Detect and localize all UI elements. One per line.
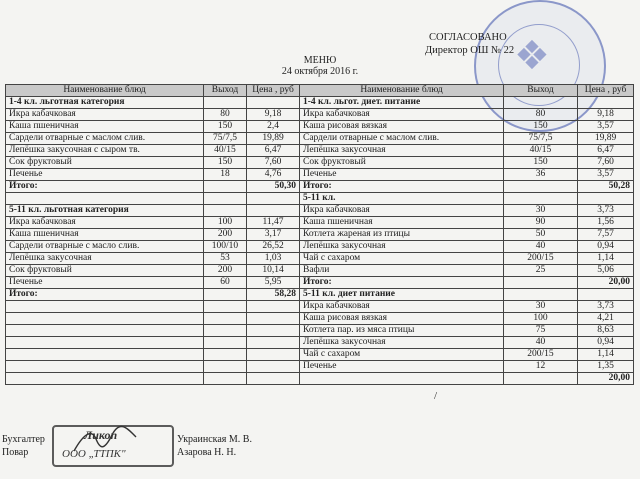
- table-row: [6, 97, 634, 109]
- right-yield: 12: [504, 361, 578, 373]
- right-price: 1,35: [578, 361, 634, 373]
- left-dish-name: Печенье: [6, 169, 204, 181]
- table-row: [6, 253, 634, 265]
- table-row: [6, 373, 634, 385]
- left-yield: [204, 205, 247, 217]
- table-row: [6, 313, 634, 325]
- left-dish-name: Сок фруктовый: [6, 157, 204, 169]
- right-yield: 40: [504, 241, 578, 253]
- table-row: [6, 265, 634, 277]
- left-dish-name: Сардели отварные с маслом слив.: [6, 133, 204, 145]
- left-dish-name: 5-11 кл. льготная категория: [6, 205, 204, 217]
- table-row: [6, 121, 634, 133]
- left-yield: 150: [204, 157, 247, 169]
- right-price: 3,57: [578, 169, 634, 181]
- table-row: [6, 193, 634, 205]
- left-dish-name: Сок фруктовый: [6, 265, 204, 277]
- right-price: 5,06: [578, 265, 634, 277]
- right-yield: [504, 289, 578, 301]
- right-yield: 30: [504, 205, 578, 217]
- right-yield: [504, 277, 578, 289]
- left-price: [247, 301, 300, 313]
- table-row: [6, 361, 634, 373]
- header-price-left: Цена , руб: [247, 85, 300, 97]
- right-yield: 75/7,5: [504, 133, 578, 145]
- left-dish-name: Каша пшеничная: [6, 121, 204, 133]
- right-yield: 80: [504, 109, 578, 121]
- right-price: 3,73: [578, 205, 634, 217]
- stamp-bottom-text: ООО „ТТПК": [62, 448, 126, 460]
- right-dish-name: [300, 373, 504, 385]
- right-dish-name: 5-11 кл.: [300, 193, 504, 205]
- right-yield: 50: [504, 229, 578, 241]
- left-yield: 80: [204, 109, 247, 121]
- left-price: 2,4: [247, 121, 300, 133]
- right-price: 0,94: [578, 337, 634, 349]
- left-dish-name: [6, 301, 204, 313]
- left-dish-name: Лепёшка закусочная: [6, 253, 204, 265]
- table-row: [6, 229, 634, 241]
- right-price: 1,14: [578, 349, 634, 361]
- table-row: [6, 301, 634, 313]
- left-yield: 18: [204, 169, 247, 181]
- right-yield: [504, 97, 578, 109]
- right-yield: 25: [504, 265, 578, 277]
- left-yield: 75/7,5: [204, 133, 247, 145]
- right-yield: 100: [504, 313, 578, 325]
- right-price: 8,63: [578, 325, 634, 337]
- table-row: [6, 205, 634, 217]
- header-yield-right: Выход: [504, 85, 578, 97]
- left-price: 4,76: [247, 169, 300, 181]
- header-name-left: Наименование блюд: [6, 85, 204, 97]
- right-price: 3,73: [578, 301, 634, 313]
- left-price: 50,30: [247, 181, 300, 193]
- right-yield: 30: [504, 301, 578, 313]
- approval-title: СОГЛАСОВАНО: [429, 32, 507, 43]
- right-price: [578, 97, 634, 109]
- menu-date: 24 октября 2016 г.: [281, 66, 359, 77]
- right-price: 9,18: [578, 109, 634, 121]
- left-price: [247, 205, 300, 217]
- right-dish-name: Каша рисовая вязкая: [300, 121, 504, 133]
- left-yield: 53: [204, 253, 247, 265]
- header-yield-left: Выход: [204, 85, 247, 97]
- right-yield: 150: [504, 121, 578, 133]
- left-dish-name: Печенье: [6, 277, 204, 289]
- cook-label: Повар: [2, 447, 29, 458]
- right-dish-name: Каша рисовая вязкая: [300, 313, 504, 325]
- left-dish-name: [6, 313, 204, 325]
- right-price: 4,21: [578, 313, 634, 325]
- right-dish-name: Печенье: [300, 361, 504, 373]
- left-dish-name: Итого:: [6, 181, 204, 193]
- left-price: 11,47: [247, 217, 300, 229]
- right-dish-name: Лепёшка закусочная: [300, 145, 504, 157]
- approval-block: [425, 31, 514, 57]
- right-dish-name: 1-4 кл. льгот. диет. питание: [300, 97, 504, 109]
- left-yield: [204, 337, 247, 349]
- left-dish-name: Итого:: [6, 289, 204, 301]
- left-yield: [204, 301, 247, 313]
- accountant-name: Украинская М. В.: [177, 434, 252, 445]
- right-yield: 200/15: [504, 349, 578, 361]
- left-yield: [204, 361, 247, 373]
- left-yield: 40/15: [204, 145, 247, 157]
- right-dish-name: Икра кабачковая: [300, 301, 504, 313]
- right-price: 7,60: [578, 157, 634, 169]
- table-row: [6, 349, 634, 361]
- right-dish-name: Сардели отварные с маслом слив.: [300, 133, 504, 145]
- left-yield: 150: [204, 121, 247, 133]
- right-price: [578, 193, 634, 205]
- left-dish-name: [6, 325, 204, 337]
- cook-name: Азарова Н. Н.: [177, 447, 237, 458]
- left-yield: [204, 289, 247, 301]
- left-yield: [204, 181, 247, 193]
- right-price: 20,00: [578, 373, 634, 385]
- left-yield: [204, 193, 247, 205]
- left-price: 19,89: [247, 133, 300, 145]
- left-price: 3,17: [247, 229, 300, 241]
- table-row: [6, 325, 634, 337]
- right-dish-name: Каша пшеничная: [300, 217, 504, 229]
- left-price: [247, 361, 300, 373]
- menu-heading: МЕНЮ: [303, 55, 337, 66]
- pen-mark: /: [434, 390, 438, 402]
- table-header-row: [6, 85, 634, 97]
- table-row: [6, 145, 634, 157]
- right-price: 1,14: [578, 253, 634, 265]
- left-yield: [204, 325, 247, 337]
- left-price: 6,47: [247, 145, 300, 157]
- table-row: [6, 289, 634, 301]
- right-yield: 40: [504, 337, 578, 349]
- right-dish-name: Печенье: [300, 169, 504, 181]
- signature-mark: [70, 425, 140, 455]
- table-row: [6, 217, 634, 229]
- left-price: [247, 373, 300, 385]
- right-dish-name: Итого:: [300, 277, 504, 289]
- menu-table: [5, 84, 634, 385]
- menu-table-body: [6, 97, 634, 385]
- left-yield: 200: [204, 229, 247, 241]
- right-price: 0,94: [578, 241, 634, 253]
- right-dish-name: Итого:: [300, 181, 504, 193]
- accountant-label: Бухгалтер: [2, 434, 45, 445]
- left-price: [247, 193, 300, 205]
- right-dish-name: Лепёшка закусочная: [300, 337, 504, 349]
- header-price-right: Цена , руб: [578, 85, 634, 97]
- left-dish-name: Икра кабачковая: [6, 109, 204, 121]
- left-yield: 100/10: [204, 241, 247, 253]
- left-yield: [204, 313, 247, 325]
- right-yield: 150: [504, 157, 578, 169]
- eagle-emblem-icon: ❖: [514, 33, 550, 79]
- right-price: 1,56: [578, 217, 634, 229]
- right-price: 3,57: [578, 121, 634, 133]
- right-yield: 200/15: [504, 253, 578, 265]
- left-dish-name: Сардели отварные с масло слив.: [6, 241, 204, 253]
- left-price: 5,95: [247, 277, 300, 289]
- menu-title: [0, 55, 640, 77]
- left-price: [247, 349, 300, 361]
- right-dish-name: Котлета жареная из птицы: [300, 229, 504, 241]
- right-yield: 75: [504, 325, 578, 337]
- left-price: [247, 97, 300, 109]
- left-price: 7,60: [247, 157, 300, 169]
- right-yield: 40/15: [504, 145, 578, 157]
- left-yield: [204, 97, 247, 109]
- right-yield: [504, 373, 578, 385]
- left-dish-name: 1-4 кл. льготная категория: [6, 97, 204, 109]
- left-dish-name: [6, 373, 204, 385]
- table-row: [6, 181, 634, 193]
- left-yield: 60: [204, 277, 247, 289]
- right-yield: [504, 193, 578, 205]
- table-row: [6, 337, 634, 349]
- left-dish-name: [6, 337, 204, 349]
- right-price: 19,89: [578, 133, 634, 145]
- left-price: 10,14: [247, 265, 300, 277]
- left-yield: 100: [204, 217, 247, 229]
- left-yield: [204, 373, 247, 385]
- left-dish-name: Лепёшка закусочная с сыром тв.: [6, 145, 204, 157]
- left-price: [247, 313, 300, 325]
- right-dish-name: Сок фруктовый: [300, 157, 504, 169]
- right-dish-name: Чай с сахаром: [300, 253, 504, 265]
- right-dish-name: Чай с сахаром: [300, 349, 504, 361]
- stamp-top-text: Ликоп: [84, 428, 118, 442]
- table-row: [6, 169, 634, 181]
- left-dish-name: Икра кабачковая: [6, 217, 204, 229]
- left-dish-name: Каша пшеничная: [6, 229, 204, 241]
- right-price: [578, 289, 634, 301]
- left-price: 9,18: [247, 109, 300, 121]
- right-price: 6,47: [578, 145, 634, 157]
- table-row: [6, 277, 634, 289]
- table-row: [6, 241, 634, 253]
- table-row: [6, 133, 634, 145]
- right-dish-name: Икра кабачковая: [300, 205, 504, 217]
- left-dish-name: [6, 193, 204, 205]
- table-row: [6, 157, 634, 169]
- left-yield: [204, 349, 247, 361]
- right-yield: 90: [504, 217, 578, 229]
- left-price: 26,52: [247, 241, 300, 253]
- left-price: [247, 325, 300, 337]
- right-dish-name: Лепёшка закусочная: [300, 241, 504, 253]
- left-price: [247, 337, 300, 349]
- header-name-right: Наименование блюд: [300, 85, 504, 97]
- right-price: 20,00: [578, 277, 634, 289]
- left-dish-name: [6, 361, 204, 373]
- right-dish-name: Икра кабачковая: [300, 109, 504, 121]
- approval-director: Директор ОШ № 22: [425, 45, 515, 56]
- right-price: 50,28: [578, 181, 634, 193]
- left-yield: 200: [204, 265, 247, 277]
- right-price: 7,57: [578, 229, 634, 241]
- right-yield: [504, 181, 578, 193]
- right-dish-name: Вафли: [300, 265, 504, 277]
- left-price: 1,03: [247, 253, 300, 265]
- table-row: [6, 109, 634, 121]
- right-yield: 36: [504, 169, 578, 181]
- right-dish-name: Котлета пар. из мяса птицы: [300, 325, 504, 337]
- left-dish-name: [6, 349, 204, 361]
- left-price: 58,28: [247, 289, 300, 301]
- right-dish-name: 5-11 кл. диет питание: [300, 289, 504, 301]
